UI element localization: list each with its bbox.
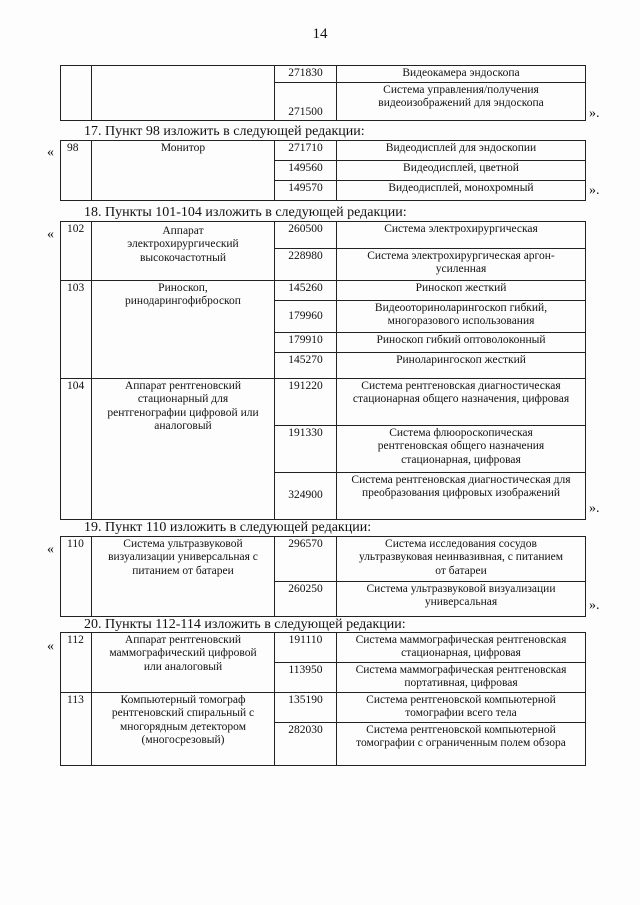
code-cell: 228980 [275, 249, 337, 281]
page-number: 14 [312, 26, 328, 42]
code-cell: 296570 [275, 537, 337, 582]
description-cell: Система маммографическая рентгеновская стационарная, цифровая [337, 633, 586, 663]
item-name-cell: Монитор [92, 141, 275, 201]
description-cell: Система рентгеновская диагностическая для преобразования цифровых изображений [337, 473, 586, 520]
code-cell: 324900 [275, 473, 337, 520]
closing-quote: ». [589, 106, 600, 121]
table-row [61, 222, 586, 249]
code-cell: 271500 [275, 83, 337, 121]
description-cell: Риноскоп гибкий оптоволоконный [337, 333, 586, 353]
item-number-cell: 113 [61, 693, 92, 766]
table-row [61, 537, 586, 582]
table-row [61, 379, 586, 426]
item-number-cell: 110 [61, 537, 92, 617]
table-section-17 [60, 140, 586, 201]
code-cell: 149560 [275, 161, 337, 181]
code-cell: 149570 [275, 181, 337, 201]
item-number-cell: 98 [61, 141, 92, 201]
code-cell: 282030 [275, 722, 337, 765]
section-heading-20: 20. Пункты 112-114 изложить в следующей редакции: [84, 617, 406, 632]
description-cell: Система ультразвуковой визуализации универсальная [337, 582, 586, 617]
description-cell: Риноларингоскоп жесткий [337, 353, 586, 379]
item-number-cell [61, 66, 92, 121]
table-section-20 [60, 632, 586, 766]
description-cell: Система исследования сосудов ультразвуковая неинвазивная, с питанием от батареи [337, 537, 586, 582]
opening-quote: « [47, 145, 54, 160]
code-cell: 113950 [275, 663, 337, 693]
table-row [61, 141, 586, 161]
code-cell: 135190 [275, 693, 337, 723]
description-cell: Система флюороскопическая рентгеновская общего назначения стационарная, цифровая [337, 426, 586, 473]
table-continuation [60, 65, 586, 121]
description-cell: Видеодисплей, монохромный [337, 181, 586, 201]
section-heading-18: 18. Пункты 101-104 изложить в следующей редакции: [84, 205, 407, 220]
description-cell: Система управления/получения видеоизображений для эндоскопа [337, 83, 586, 121]
closing-quote: ». [589, 598, 600, 613]
code-cell: 179910 [275, 333, 337, 353]
description-cell: Риноскоп жесткий [337, 281, 586, 301]
closing-quote: ». [589, 501, 600, 516]
table-row [61, 693, 586, 723]
item-number-cell: 104 [61, 379, 92, 520]
code-cell: 260250 [275, 582, 337, 617]
description-cell: Система рентгеновской компьютерной томографии всего тела [337, 693, 586, 723]
code-cell: 191110 [275, 633, 337, 663]
code-cell: 271710 [275, 141, 337, 161]
table-row [61, 281, 586, 301]
item-name-cell: Аппарат рентгеновский стационарный для рентгенографии цифровой или аналоговый [92, 379, 275, 520]
table-section-18 [60, 221, 586, 520]
code-cell: 191330 [275, 426, 337, 473]
item-number-cell: 102 [61, 222, 92, 281]
table-section-19 [60, 536, 586, 617]
opening-quote: « [47, 542, 54, 557]
code-cell: 145260 [275, 281, 337, 301]
item-name-cell: Аппарат рентгеновский маммографический цифровой или аналоговый [92, 633, 275, 693]
item-name-cell: Аппарат электрохирургический высокочастотный [92, 222, 275, 281]
description-cell: Видеооториноларингоскоп гибкий, многоразового использования [337, 301, 586, 333]
item-number-cell: 103 [61, 281, 92, 379]
code-cell: 271830 [275, 66, 337, 83]
description-cell: Видеодисплей для эндоскопии [337, 141, 586, 161]
description-cell: Видеодисплей, цветной [337, 161, 586, 181]
table-row [61, 66, 586, 83]
item-name-cell: Система ультразвуковой визуализации универсальная с питанием от батареи [92, 537, 275, 617]
description-cell: Система рентгеновской компьютерной томографии с ограниченным полем обзора [337, 722, 586, 765]
code-cell: 191220 [275, 379, 337, 426]
opening-quote: « [47, 227, 54, 242]
description-cell: Система электрохирургическая аргон-усиленная [337, 249, 586, 281]
description-cell: Система рентгеновская диагностическая стационарная общего назначения, цифровая [337, 379, 586, 426]
description-cell: Система маммографическая рентгеновская портативная, цифровая [337, 663, 586, 693]
item-number-cell: 112 [61, 633, 92, 693]
code-cell: 179960 [275, 301, 337, 333]
item-name-cell [92, 66, 275, 121]
description-cell: Система электрохирургическая [337, 222, 586, 249]
item-name-cell: Риноскоп, ринодарингофиброскоп [92, 281, 275, 379]
section-heading-17: 17. Пункт 98 изложить в следующей редакции: [84, 124, 365, 139]
description-cell: Видеокамера эндоскопа [337, 66, 586, 83]
code-cell: 260500 [275, 222, 337, 249]
section-heading-19: 19. Пункт 110 изложить в следующей редакции: [84, 520, 372, 535]
closing-quote: ». [589, 183, 600, 198]
opening-quote: « [47, 639, 54, 654]
code-cell: 145270 [275, 353, 337, 379]
table-row [61, 633, 586, 663]
item-name-cell: Компьютерный томограф рентгеновский спиральный с многорядным детектором (многосрезовый) [92, 693, 275, 766]
